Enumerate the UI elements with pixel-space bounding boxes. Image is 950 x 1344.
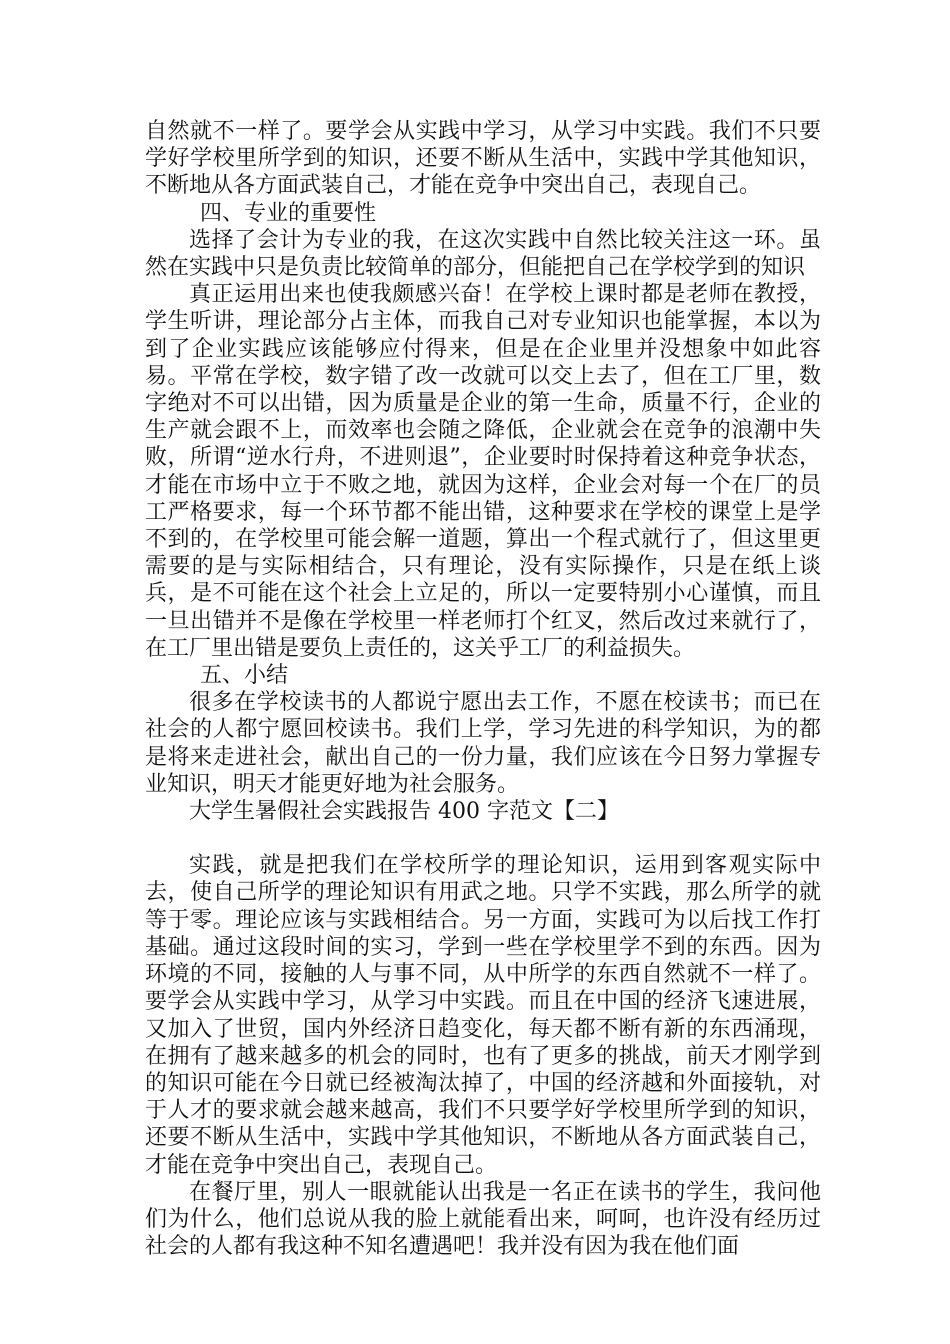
- article-title: 大学生暑假社会实践报告 400 字范文【二】: [189, 799, 619, 825]
- paragraph-continued: 自然就不一样了。要学会从实践中学习，从学习中实践。我们不只要学好学校里所学到的知识，还要不断从生活中，实践中学其他知识，不断地从各方面武装自己，才能在竞争中突出自己，表现自己。: [145, 119, 821, 199]
- document-page: [145, 118, 821, 1260]
- paragraph: 选择了会计为专业的我，在这次实践中自然比较关注这一环。虽然在实践中只是负责比较简单的部分，但能把自己在学校学到的知识: [145, 227, 821, 281]
- blank-line: [145, 825, 821, 852]
- paragraph: 实践，就是把我们在学校所学的理论知识，运用到客观实际中去，使自己所学的理论知识有用武之地。只学不实践，那么所学的就等于零。理论应该与实践相结合。另一方面，实践可为以后找工作打基础。通过这段时间的实习，学到一些在学校里学不到的东西。因为环境的不同，接触的人与事不同，从中所学的东西自然就不一样了。要学会从实践中学习，从学习中实践。而且在中国的经济飞速进展，又加入了世贸，国内外经济日趋变化，每天都不断有新的东西涌现，在拥有了越来越多的机会的同时，也有了更多的挑战，前天才刚学到的知识可能在今日就已经被淘汰掉了，中国的经济越和外面接轨，对于人才的要求就会越来越高，我们不只要学好学校里所学到的知识，还要不断从生活中，实践中学其他知识，不断地从各方面武装自己，才能在竞争中突出自己，表现自己。: [145, 853, 821, 1178]
- section-heading-5: 五、小结: [200, 663, 289, 689]
- paragraph: 很多在学校读书的人都说宁愿出去工作，不愿在校读书；而已在社会的人都宁愿回校读书。我们上学，学习先进的科学知识，为的都是将来走进社会，献出自己的一份力量，我们应该在今日努力掌握专业知识，明天才能更好地为社会服务。: [145, 690, 821, 797]
- paragraph: 真正运用出来也使我颇感兴奋！在学校上课时都是老师在教授，学生听讲，理论部分占主体，而我自己对专业知识也能掌握，本以为到了企业实践应该能够应付得来，但是在企业里并没想象中如此容易。平常在学校，数字错了改一改就可以交上去了，但在工厂里，数字绝对不可以出错，因为质量是企业的第一生命，质量不行，企业的生产就会跟不上，而效率也会随之降低，企业就会在竞争的浪潮中失败，所谓“逆水行舟，不进则退”，企业要时时保持着这种竞争状态，才能在市场中立于不败之地，就因为这样，企业会对每一个在厂的员工严格要求，每一个环节都不能出错，这种要求在学校的课堂上是学不到的，在学校里可能会解一道题，算出一个程式就行了，但这里更需要的是与实际相结合，只有理论，没有实际操作，只是在纸上谈兵，是不可能在这个社会上立足的，所以一定要特别小心谨慎，而且一旦出错并不是像在学校里一样老师打个红叉，然后改过来就行了，在工厂里出错是要负上责任的，这关乎工厂的利益损失。: [145, 282, 821, 661]
- paragraph: 在餐厅里，别人一眼就能认出我是一名正在读书的学生，我问他们为什么，他们总说从我的脸上就能看出来，呵呵，也许没有经历过社会的人都有我这种不知名遭遇吧！我并没有因为我在他们面: [145, 1179, 821, 1260]
- section-heading-4: 四、专业的重要性: [200, 200, 377, 226]
